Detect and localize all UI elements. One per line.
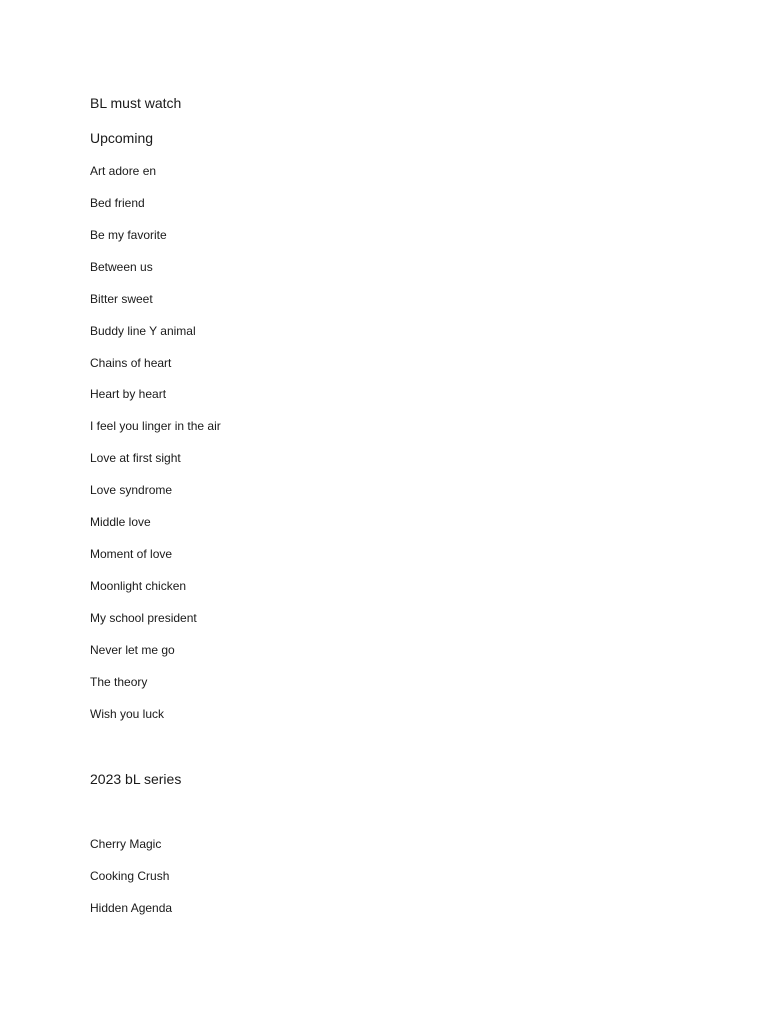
list-item: Heart by heart bbox=[90, 387, 167, 401]
list-item: Never let me go bbox=[90, 643, 175, 657]
list-item: Love at first sight bbox=[90, 451, 181, 465]
list-item: Chains of heart bbox=[90, 356, 172, 370]
document-title: BL must watch bbox=[90, 95, 182, 111]
list-item: Moment of love bbox=[90, 547, 173, 561]
list-item: Middle love bbox=[90, 515, 151, 529]
list-item: Be my favorite bbox=[90, 228, 167, 242]
list-item: Bed friend bbox=[90, 196, 145, 210]
list-item: Buddy line Y animal bbox=[90, 324, 196, 338]
list-item: Love syndrome bbox=[90, 483, 173, 497]
list-item: Art adore en bbox=[90, 164, 157, 178]
list-item: The theory bbox=[90, 675, 148, 689]
list-item: My school president bbox=[90, 611, 197, 625]
section-heading-upcoming: Upcoming bbox=[90, 130, 154, 146]
list-item: Cherry Magic bbox=[90, 837, 162, 851]
list-item: Moonlight chicken bbox=[90, 579, 187, 593]
list-item: Bitter sweet bbox=[90, 292, 153, 306]
list-item: I feel you linger in the air bbox=[90, 419, 221, 433]
list-item: Cooking Crush bbox=[90, 869, 170, 883]
list-item: Hidden Agenda bbox=[90, 901, 173, 915]
section-heading-2023: 2023 bL series bbox=[90, 771, 182, 787]
list-item: Between us bbox=[90, 260, 153, 274]
list-item: Wish you luck bbox=[90, 707, 165, 721]
